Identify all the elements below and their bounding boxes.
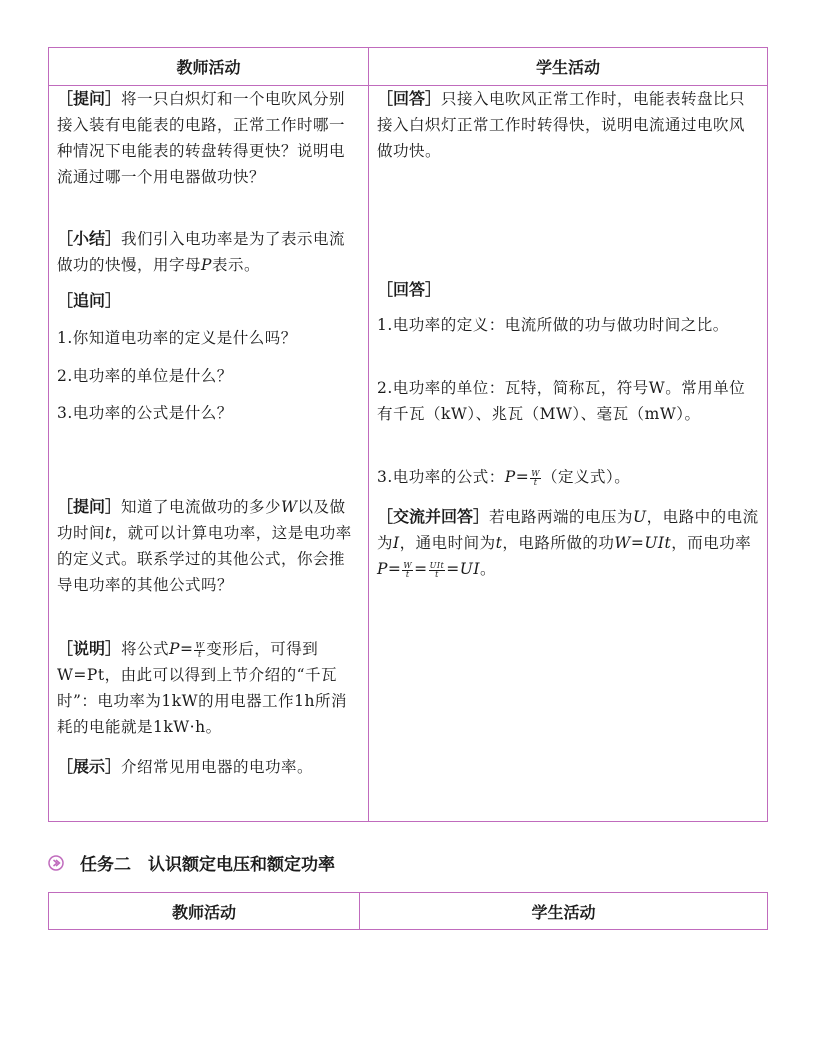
student-column — [369, 86, 767, 821]
followup-item-1: 1.你知道电功率的定义是什么吗？ — [57, 329, 297, 347]
teacher-display: ［展示］介绍常见用电器的电功率。 — [57, 757, 314, 776]
header-student-activity: 学生活动 — [531, 902, 596, 922]
tag-explanation: ［说明］ — [57, 639, 122, 658]
tag-answer: ［回答］ — [377, 89, 442, 108]
tag-summary: ［小结］ — [57, 229, 122, 248]
header-teacher-activity: 教师活动 — [49, 893, 360, 929]
tag-answer: ［回答］ — [377, 280, 442, 299]
fraction-w-over-t: $\frac{W}{t}$ — [403, 560, 413, 579]
tag-question: ［提问］ — [57, 497, 122, 516]
header-student-activity: 学生活动 — [535, 58, 600, 77]
section-title: 任务二 认识额定电压和额定功率 — [80, 855, 335, 875]
circle-chevron-right-icon — [48, 855, 64, 871]
section-task-2-heading — [48, 850, 335, 875]
table-body-row — [49, 86, 767, 821]
fraction-w-over-t: $\frac{W}{t}$ — [195, 640, 205, 659]
activity-table-1 — [48, 47, 768, 822]
tag-followup: ［追问］ — [57, 291, 122, 310]
answer-item-3: 3.电功率的公式：P= $\frac{W}{t}$ （定义式）。 — [377, 468, 631, 487]
table-header-row — [49, 893, 767, 929]
header-teacher-activity: 教师活动 — [49, 48, 369, 85]
teacher-followup-tag — [57, 288, 360, 314]
teacher-column — [49, 86, 369, 821]
tag-exchange-answer: ［交流并回答］ — [377, 507, 490, 526]
student-exchange-answer: ［交流并回答］若电路两端的电压为U，电路中的电流为I，通电时间为t，电路所做的功W=UIt，而电功率P= $\frac{W}{t}$ = $\frac{\text{UIt}}{t}$ =UI。 — [377, 507, 759, 579]
tag-question: ［提问］ — [57, 89, 122, 108]
followup-item-2: 2.电功率的单位是什么？ — [57, 367, 233, 385]
answer-item-2: 2.电功率的单位：瓦特，简称瓦，符号W。常用单位有千瓦（kW）、兆瓦（MW）、毫瓦（mW）。 — [377, 379, 746, 423]
table-header-row — [49, 48, 767, 86]
tag-display: ［展示］ — [57, 757, 122, 776]
activity-table-2 — [48, 892, 768, 930]
answer-item-1: 1.电功率的定义：电流所做的功与做功时间之比。 — [377, 316, 729, 334]
student-answer-1: ［回答］只接入电吹风正常工作时，电能表转盘比只接入白炽灯正常工作时转得快，说明电流通过电吹风做功快。 — [377, 89, 746, 160]
fraction-uit-over-t: $\frac{\text{UIt}}{t}$ — [429, 560, 445, 579]
fraction-w-over-t: $\frac{W}{t}$ — [531, 468, 540, 487]
followup-item-3: 3.电功率的公式是什么？ — [57, 404, 233, 422]
student-answer-2-tag — [377, 277, 759, 303]
teacher-question-1: ［提问］将一只白炽灯和一个电吹风分别接入装有电能表的电路，正常工作时哪一种情况下电能表的转盘转得更快？说明电流通过哪一个用电器做功快？ — [57, 89, 346, 186]
teacher-summary: ［小结］我们引入电功率是为了表示电流做功的快慢，用字母P表示。 — [57, 229, 346, 274]
teacher-question-2: ［提问］知道了电流做功的多少W以及做功时间t，就可以计算电功率，这是电功率的定义式。联系学过的其他公式，你会推导电功率的其他公式吗？ — [57, 497, 352, 594]
teacher-explanation: ［说明］将公式P= $\frac{W}{t}$ 变形后，可得到W=Pt，由此可以得到上节介绍的“千瓦时”：电功率为1kW的用电器工作1h所消耗的电能就是1kW·h。 — [57, 639, 347, 736]
